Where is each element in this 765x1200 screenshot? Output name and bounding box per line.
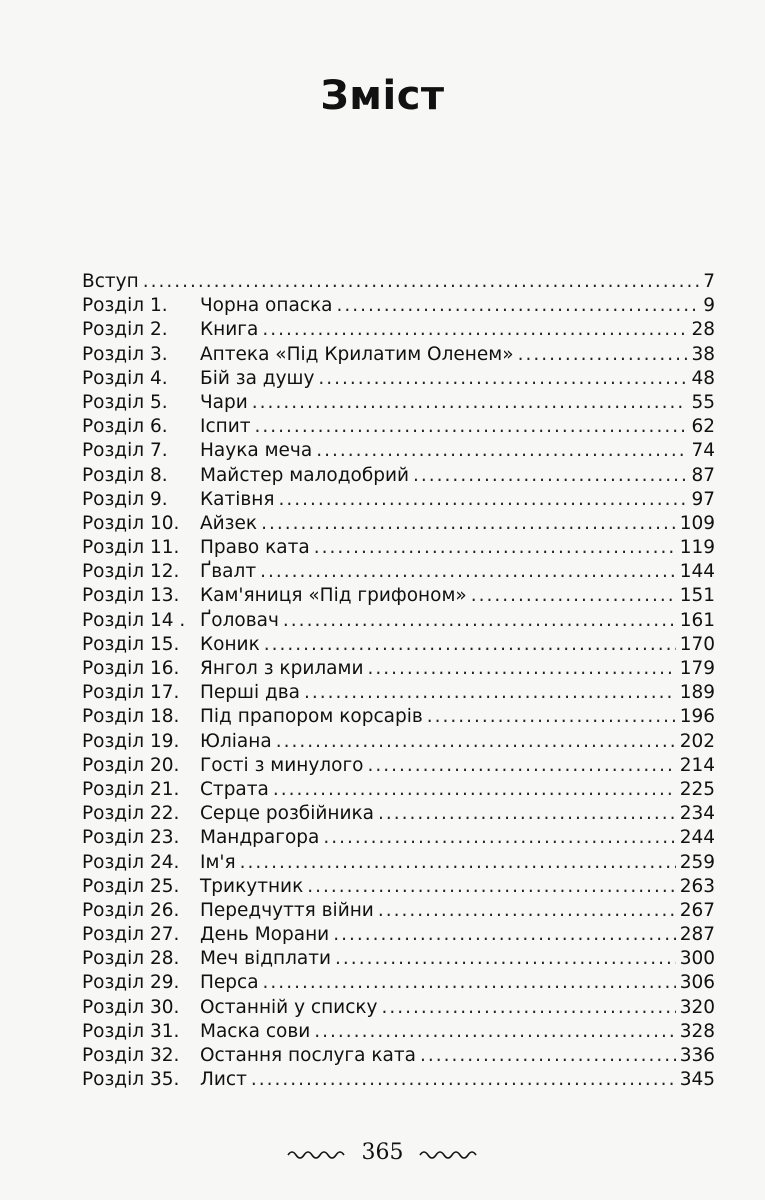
toc-row <box>82 730 715 754</box>
toc-chapter-label: Розділ 5. <box>82 391 168 413</box>
page-title: Зміст <box>320 73 445 119</box>
toc-page-number: 109 <box>679 512 715 534</box>
toc-row <box>82 971 715 995</box>
toc-chapter-title: Мандрагора <box>200 827 320 849</box>
toc-chapter-title: Перші два <box>200 682 301 704</box>
toc-chapter-label: Розділ 2. <box>82 319 168 341</box>
toc-row <box>82 512 715 536</box>
toc-chapter-title: Ґоловач <box>200 609 279 631</box>
toc-row <box>82 609 715 633</box>
dot-leader <box>283 609 676 633</box>
toc-chapter-title: Останній у списку <box>200 996 378 1018</box>
toc-row <box>82 1068 715 1092</box>
dot-leader <box>314 1020 675 1044</box>
dot-leader <box>252 391 688 415</box>
toc-chapter-label: Розділ 11. <box>82 537 180 559</box>
toc-row <box>82 488 715 512</box>
page-footer <box>0 1140 765 1165</box>
toc-chapter-title: Страта <box>200 778 269 800</box>
toc-chapter-label: Розділ 24. <box>82 851 180 873</box>
toc-page-number: 234 <box>679 803 715 825</box>
dot-leader <box>368 754 676 778</box>
toc-page-number: 320 <box>679 996 715 1018</box>
dot-leader <box>261 512 676 536</box>
toc-chapter-label: Розділ 15. <box>82 633 180 655</box>
dot-leader <box>378 802 676 826</box>
toc-chapter-title: Катівня <box>200 488 275 510</box>
toc-page-number: 244 <box>679 827 715 849</box>
toc-page-number: 7 <box>703 271 715 292</box>
toc-row <box>82 1020 715 1044</box>
toc-page-number: 74 <box>691 440 715 462</box>
toc-page-number: 225 <box>679 778 715 800</box>
toc-chapter-title: Бій за душу <box>200 367 315 389</box>
toc-chapter-title: Ім'я <box>200 851 236 873</box>
toc-row <box>82 899 715 923</box>
dot-leader <box>335 947 676 971</box>
toc-chapter-title: Кам'яниця «Під грифоном» <box>200 585 467 607</box>
toc-row <box>82 996 715 1020</box>
toc-page-number: 144 <box>679 561 715 583</box>
dot-leader <box>143 270 700 294</box>
toc-chapter-title: Серце розбійника <box>200 803 374 825</box>
dot-leader <box>427 705 676 729</box>
toc-row <box>82 415 715 439</box>
toc-chapter-label: Розділ 29. <box>82 972 180 994</box>
toc-row <box>82 1044 715 1068</box>
toc-row <box>82 778 715 802</box>
wave-ornament-icon <box>286 1146 348 1160</box>
toc-chapter-label: Розділ 16. <box>82 658 180 679</box>
toc-chapter-label: Розділ 19. <box>82 730 180 752</box>
toc-chapter-label: Розділ 23. <box>82 827 180 849</box>
toc-chapter-title: Книга <box>200 319 259 341</box>
dot-leader <box>382 996 676 1020</box>
toc-intro-row <box>82 270 715 294</box>
toc-row <box>82 947 715 971</box>
toc-chapter-title: Ґвалт <box>200 561 257 583</box>
toc-chapter-title: Чорна опаска <box>200 295 333 317</box>
toc-chapter-title: Іспит <box>200 416 251 438</box>
toc-page-number: 189 <box>679 682 715 704</box>
dot-leader <box>262 318 687 342</box>
toc-row <box>82 657 715 681</box>
dot-leader <box>316 439 687 463</box>
dot-leader <box>276 730 676 754</box>
toc-chapter-label: Розділ 20. <box>82 754 180 776</box>
toc-page-number: 161 <box>679 609 715 631</box>
toc-row <box>82 754 715 778</box>
toc-row <box>82 705 715 729</box>
toc-chapter-label: Розділ 6. <box>82 416 168 438</box>
toc-row <box>82 294 715 318</box>
toc-chapter-label: Розділ 31. <box>82 1020 180 1042</box>
toc-chapter-title: Янгол з крилами <box>200 658 364 679</box>
toc-chapter-title: Айзек <box>200 512 258 534</box>
toc-page-number: 9 <box>703 295 715 317</box>
dot-leader <box>518 343 688 367</box>
toc-page-number: 214 <box>679 754 715 776</box>
toc-chapter-label: Розділ 17. <box>82 682 180 704</box>
toc-row <box>82 439 715 463</box>
toc-page-number: 328 <box>679 1020 715 1042</box>
wave-ornament-icon <box>418 1146 480 1160</box>
toc-chapter-label: Розділ 9. <box>82 488 168 510</box>
toc-row <box>82 802 715 826</box>
dot-leader <box>240 851 676 875</box>
toc-chapter-label: Розділ 10. <box>82 512 180 534</box>
toc-chapter-title: Наука меча <box>200 440 313 462</box>
toc-chapter-title: Лист <box>200 1069 247 1091</box>
dot-leader <box>255 415 688 439</box>
toc-row <box>82 367 715 391</box>
dot-leader <box>263 971 676 995</box>
toc-row <box>82 560 715 584</box>
toc-entry-name: Вступ <box>82 271 139 292</box>
toc-chapter-label: Розділ 4. <box>82 367 168 389</box>
toc-chapter-title: Гості з минулого <box>200 754 364 776</box>
toc-row <box>82 923 715 947</box>
toc-chapter-label: Розділ 30. <box>82 996 180 1018</box>
table-of-contents <box>82 270 715 1092</box>
toc-page-number: 119 <box>679 537 715 559</box>
toc-chapter-label: Розділ 18. <box>82 706 180 728</box>
dot-leader <box>471 584 676 608</box>
toc-page-number: 267 <box>679 899 715 921</box>
dot-leader <box>323 826 675 850</box>
toc-row <box>82 633 715 657</box>
toc-chapter-label: Розділ 3. <box>82 343 168 365</box>
toc-page-number: 38 <box>691 343 715 365</box>
toc-chapter-title: Аптека «Під Крилатим Оленем» <box>200 343 514 365</box>
toc-chapter-title: Маска сови <box>200 1020 311 1042</box>
toc-chapter-label: Розділ 8. <box>82 464 168 486</box>
toc-row <box>82 536 715 560</box>
dot-leader <box>413 464 687 488</box>
toc-chapter-title: Передчуття війни <box>200 899 374 921</box>
dot-leader <box>337 294 700 318</box>
toc-chapter-title: Юліана <box>200 730 272 752</box>
toc-page-number: 55 <box>691 391 715 413</box>
toc-row <box>82 826 715 850</box>
dot-leader <box>264 633 676 657</box>
toc-page-number: 97 <box>691 488 715 510</box>
toc-chapter-title: Під прапором корсарів <box>200 706 423 728</box>
toc-row <box>82 681 715 705</box>
toc-page-number: 345 <box>679 1069 715 1091</box>
toc-chapter-label: Розділ 25. <box>82 875 180 897</box>
toc-chapter-label: Розділ 7. <box>82 440 168 462</box>
toc-chapter-title: Перса <box>200 972 259 994</box>
toc-chapter-title: День Морани <box>200 924 330 946</box>
toc-chapter-title: Меч відплати <box>200 948 332 970</box>
toc-row <box>82 851 715 875</box>
toc-row <box>82 343 715 367</box>
toc-chapter-label: Розділ 28. <box>82 948 180 970</box>
toc-page-number: 87 <box>691 464 715 486</box>
toc-chapter-title: Майстер малодобрий <box>200 464 410 486</box>
toc-row <box>82 318 715 342</box>
toc-chapter-title: Право ката <box>200 537 310 559</box>
toc-page-number: 202 <box>679 730 715 752</box>
toc-chapter-label: Розділ 22. <box>82 803 180 825</box>
dot-leader <box>251 1068 676 1092</box>
toc-chapter-title: Трикутник <box>200 875 304 897</box>
toc-chapter-label: Розділ 12. <box>82 561 180 583</box>
dot-leader <box>273 778 676 802</box>
toc-page-number: 196 <box>679 706 715 728</box>
dot-leader <box>304 681 676 705</box>
toc-page-number: 62 <box>691 416 715 438</box>
toc-chapter-title: Коник <box>200 633 260 655</box>
toc-chapter-label: Розділ 32. <box>82 1045 180 1066</box>
toc-page-number: 306 <box>679 972 715 994</box>
toc-row <box>82 391 715 415</box>
toc-chapter-label: Розділ 35. <box>82 1069 180 1091</box>
dot-leader <box>378 899 676 923</box>
toc-chapter-label: Розділ 13. <box>82 585 180 607</box>
toc-row <box>82 464 715 488</box>
dot-leader <box>314 536 676 560</box>
toc-chapter-label: Розділ 26. <box>82 899 180 921</box>
toc-chapter-label: Розділ 14 . <box>82 609 186 631</box>
toc-row <box>82 584 715 608</box>
dot-leader <box>333 923 675 947</box>
toc-page-number: 336 <box>679 1045 715 1066</box>
toc-page-number: 151 <box>679 585 715 607</box>
toc-page-number: 259 <box>679 851 715 873</box>
toc-page-number: 300 <box>679 948 715 970</box>
dot-leader <box>368 657 676 681</box>
dot-leader <box>318 367 687 391</box>
toc-chapter-label: Розділ 1. <box>82 295 168 317</box>
page-number: 365 <box>361 1140 404 1165</box>
toc-page-number: 28 <box>691 319 715 341</box>
dot-leader <box>307 875 675 899</box>
dot-leader <box>279 488 688 512</box>
toc-page-number: 263 <box>679 875 715 897</box>
toc-chapter-title: Чари <box>200 391 248 413</box>
toc-page-number: 179 <box>679 658 715 679</box>
dot-leader <box>260 560 676 584</box>
toc-page-number: 48 <box>691 367 715 389</box>
toc-row <box>82 875 715 899</box>
toc-chapter-label: Розділ 27. <box>82 924 180 946</box>
toc-page-number: 287 <box>679 924 715 946</box>
toc-page-number: 170 <box>679 633 715 655</box>
toc-chapter-title: Остання послуга ката <box>200 1045 416 1066</box>
dot-leader <box>420 1044 676 1068</box>
toc-chapter-label: Розділ 21. <box>82 778 180 800</box>
